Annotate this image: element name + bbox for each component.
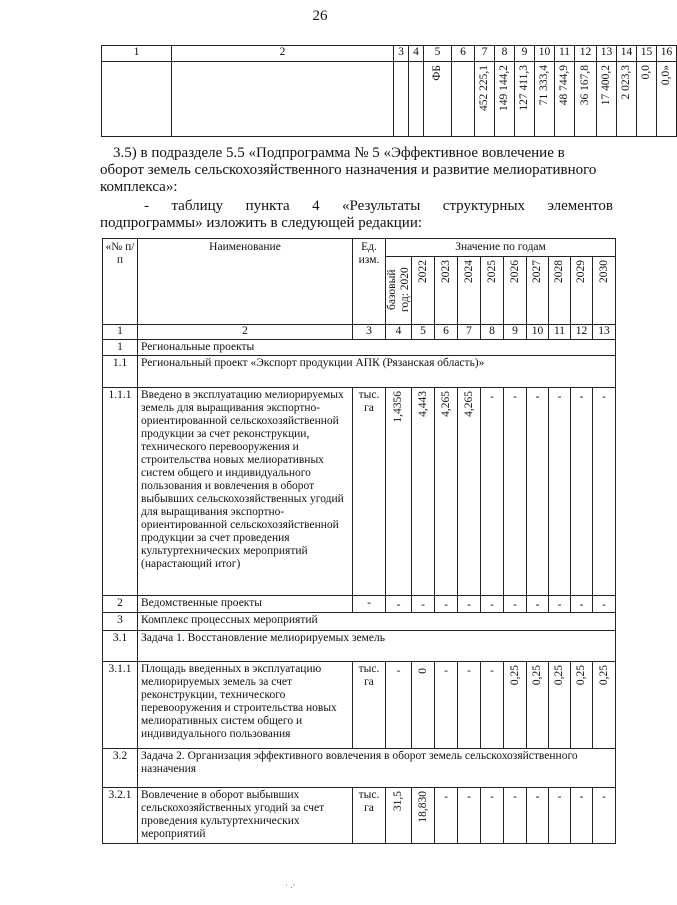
row-name: Площадь введенных в эксплуатацию мелиорируемых земель за счет реконструкции, технического перевооружения и строительства новых мелиоративных систем общего и индивидуального пользования	[138, 662, 353, 749]
table-row	[103, 788, 616, 844]
value-text: -	[579, 391, 584, 403]
value-cell	[527, 662, 549, 749]
colnum: 3	[353, 325, 386, 340]
value-cell	[458, 596, 481, 613]
value-text: 0,25	[597, 665, 610, 686]
top-col-2: 2	[172, 46, 394, 62]
value-text: 2 023,3	[620, 65, 632, 100]
year-cell	[458, 257, 481, 325]
value-cell	[386, 788, 412, 844]
value-text: -	[602, 391, 606, 403]
value-cell	[458, 662, 481, 749]
row-name: Задача 2. Организация эффективного вовлечения в оборот земель сельскохозяйственного назначения	[138, 749, 616, 788]
year-label: 2030	[597, 260, 610, 283]
top-cell-source	[424, 62, 452, 137]
year-cell	[593, 257, 616, 325]
year-label: 2023	[439, 260, 452, 283]
value-text: 0,25	[508, 665, 521, 686]
row-unit: тыс. га	[353, 388, 386, 596]
value-text: 0,25	[553, 665, 565, 686]
value-text: 4,443	[416, 391, 429, 417]
results-table-body	[103, 340, 616, 844]
value-text: -	[513, 791, 517, 803]
value-cell	[412, 788, 435, 844]
value-cell	[386, 596, 412, 613]
top-col-12: 12	[575, 46, 597, 62]
colnum: 13	[593, 325, 616, 340]
top-col-11: 11	[555, 46, 575, 62]
top-col-3: 3	[394, 46, 409, 62]
value-text: -	[490, 791, 494, 803]
top-cell-value	[597, 62, 617, 137]
value-text: 4,265	[439, 391, 452, 417]
value-text: -	[396, 599, 401, 611]
colnum: 12	[571, 325, 593, 340]
instruction-word: структурных	[442, 198, 526, 214]
colnum: 11	[549, 325, 571, 340]
colnum: 5	[412, 325, 435, 340]
top-col-14: 14	[617, 46, 637, 62]
value-cell	[481, 596, 504, 613]
row-number: 3.1	[103, 631, 138, 662]
value-text: -	[467, 791, 471, 803]
value-text: 0,25	[531, 665, 543, 686]
value-text: -	[602, 599, 606, 611]
colnum: 9	[504, 325, 527, 340]
top-table-header-row	[102, 46, 677, 62]
value-text: -	[557, 391, 562, 403]
top-col-4: 4	[409, 46, 424, 62]
top-cell-value	[617, 62, 637, 137]
head-unit: Ед. изм.	[353, 239, 386, 325]
value-cell	[435, 596, 458, 613]
value-cell	[593, 788, 616, 844]
table-row	[103, 662, 616, 749]
colnum: 4	[386, 325, 412, 340]
scan-mark: · .·	[285, 880, 296, 890]
value-cell	[412, 388, 435, 596]
value-text: 0,25	[575, 665, 587, 686]
instruction-word: таблицу	[171, 198, 224, 214]
top-cell-value	[657, 62, 677, 137]
value-text: -	[490, 599, 494, 611]
value-cell	[527, 388, 549, 596]
value-text: 452 225,1	[478, 65, 490, 111]
top-col-7: 7	[475, 46, 495, 62]
value-text: 149 144,2	[498, 65, 510, 111]
top-col-5: 5	[424, 46, 452, 62]
top-cell-value	[555, 62, 575, 137]
results-table	[102, 238, 616, 844]
row-name: Вовлечение в оборот выбывших сельскохозяйственных угодий за счет проведения культуртехнических мероприятий	[138, 788, 353, 844]
row-number: 3	[103, 613, 138, 631]
table-row	[103, 749, 616, 788]
top-cell-empty-2	[172, 62, 394, 137]
value-cell	[571, 388, 593, 596]
top-cell-value	[475, 62, 495, 137]
year-label: 2024	[462, 260, 475, 283]
value-text: 4,265	[462, 391, 475, 417]
value-cell	[435, 662, 458, 749]
value-cell	[549, 596, 571, 613]
value-cell	[527, 596, 549, 613]
top-table	[101, 45, 677, 137]
value-text: -	[444, 791, 448, 803]
value-text: 0	[416, 668, 429, 674]
value-cell	[593, 596, 616, 613]
instruction-word: элементов	[547, 198, 613, 214]
year-label: 2027	[531, 260, 543, 283]
top-cell-empty-4	[409, 62, 424, 137]
instruction-word: 4	[312, 198, 320, 214]
value-text: -	[535, 791, 540, 803]
value-text: 0,0	[640, 65, 652, 80]
year-label: 2022	[416, 260, 429, 283]
head-num: «№ п/п	[103, 239, 138, 325]
value-text: 127 411,3	[518, 65, 530, 111]
top-cell-value	[535, 62, 555, 137]
value-cell	[435, 788, 458, 844]
value-cell	[481, 788, 504, 844]
value-text: -	[421, 599, 425, 611]
value-cell	[386, 388, 412, 596]
value-cell	[504, 388, 527, 596]
year-cell	[549, 257, 571, 325]
value-text: 36 167,8	[579, 65, 591, 106]
row-unit: тыс. га	[353, 788, 386, 844]
value-text: -	[396, 665, 401, 677]
top-col-1: 1	[102, 46, 172, 62]
value-text: -	[579, 599, 584, 611]
value-cell	[435, 388, 458, 596]
colnum: 10	[527, 325, 549, 340]
top-cell-value	[515, 62, 535, 137]
value-text: 18,830	[416, 791, 429, 823]
instruction-line-2: подпрограммы» изложить в следующей редакции:	[100, 215, 423, 231]
value-text: 71 333,4	[538, 65, 550, 106]
year-label: 2026	[508, 260, 521, 283]
value-cell	[412, 596, 435, 613]
value-cell	[593, 662, 616, 749]
row-number: 2	[103, 596, 138, 613]
year-cell	[571, 257, 593, 325]
value-cell	[571, 662, 593, 749]
top-col-10: 10	[535, 46, 555, 62]
top-col-8: 8	[495, 46, 515, 62]
header-row-1	[103, 239, 616, 257]
value-cell	[481, 388, 504, 596]
paragraph-3-5	[100, 145, 613, 196]
row-unit: -	[353, 596, 386, 613]
value-text: -	[490, 391, 494, 403]
row-name: Ведомственные проекты	[138, 596, 353, 613]
value-cell	[504, 596, 527, 613]
year-cell	[527, 257, 549, 325]
value-cell	[481, 662, 504, 749]
colnum: 1	[103, 325, 138, 340]
paragraph-line-3: комплекса»:	[100, 179, 178, 195]
year-cell	[504, 257, 527, 325]
value-text: 1,4356	[392, 391, 404, 423]
paragraph-line-1: 3.5) в подразделе 5.5 «Подпрограмма № 5 «Эффективное вовлечение в	[113, 145, 565, 161]
value-cell	[458, 388, 481, 596]
year-label: базовый год: 2020	[386, 267, 411, 313]
value-text: -	[602, 791, 606, 803]
top-col-13: 13	[597, 46, 617, 62]
paragraph-line-2: оборот земель сельскохозяйственного назначения и развитие мелиоративного	[100, 162, 597, 178]
value-cell	[549, 388, 571, 596]
top-col-15: 15	[637, 46, 657, 62]
row-number: 3.1.1	[103, 662, 138, 749]
top-cell-empty-1	[102, 62, 172, 137]
row-name: Введено в эксплуатацию мелиорируемых земель для выращивания экспортно-ориентированной сельскохозяйственной продукции за счет реконструкции, технического перевооружения и строительства новых мелиоративных систем общего и индивидуального пользования и вовлечения в оборот выбывших сельскохозяйственных угодий для выращивания экспортно-ориентированной сельскохозяйственной продукции за счет проведения культуртехнических мероприятий (нарастающий итог)	[138, 388, 353, 596]
column-number-row	[103, 325, 616, 340]
value-text: -	[467, 599, 471, 611]
value-cell	[458, 788, 481, 844]
value-text: -	[579, 791, 584, 803]
top-col-6: 6	[452, 46, 475, 62]
value-cell	[593, 388, 616, 596]
year-label: 2028	[553, 260, 565, 283]
value-text: -	[467, 665, 471, 677]
row-number: 1	[103, 340, 138, 356]
value-text: -	[513, 599, 517, 611]
colnum: 6	[435, 325, 458, 340]
row-name: Региональные проекты	[138, 340, 616, 356]
paragraph-table-instruction	[100, 198, 613, 232]
head-values-by-year: Значение по годам	[386, 239, 616, 257]
table-row	[103, 388, 616, 596]
table-row	[103, 631, 616, 662]
value-text: 0,0»	[660, 65, 672, 86]
value-cell	[386, 662, 412, 749]
year-cell	[481, 257, 504, 325]
value-text: 31,5	[392, 791, 404, 812]
table-row	[103, 340, 616, 356]
top-cell-empty-6	[452, 62, 475, 137]
colnum: 8	[481, 325, 504, 340]
top-col-9: 9	[515, 46, 535, 62]
value-text: 17 400,2	[600, 65, 612, 106]
table-row	[103, 613, 616, 631]
value-text: -	[444, 665, 448, 677]
year-cell	[412, 257, 435, 325]
table-row	[103, 596, 616, 613]
year-label: 2025	[485, 260, 498, 283]
value-text: -	[557, 791, 562, 803]
value-text: -	[535, 599, 540, 611]
row-number: 3.2	[103, 749, 138, 788]
instruction-word: -	[144, 198, 149, 214]
row-number: 3.2.1	[103, 788, 138, 844]
instruction-line-1	[100, 198, 613, 215]
value-text: -	[557, 599, 562, 611]
year-cell	[435, 257, 458, 325]
year-label: 2029	[575, 260, 587, 283]
value-text: -	[490, 665, 494, 677]
row-name: Региональный проект «Экспорт продукции АПК (Рязанская область)»	[138, 356, 616, 388]
value-cell	[571, 788, 593, 844]
value-text: -	[535, 391, 540, 403]
table-row	[103, 356, 616, 388]
instruction-word: пункта	[245, 198, 290, 214]
top-table-data-row	[102, 62, 677, 137]
value-cell	[571, 596, 593, 613]
value-cell	[527, 788, 549, 844]
instruction-word: «Результаты	[342, 198, 421, 214]
top-cell-value	[575, 62, 597, 137]
value-text: 48 744,9	[558, 65, 570, 106]
value-cell	[549, 662, 571, 749]
top-cell-value	[637, 62, 657, 137]
source-label: ФБ	[431, 65, 443, 81]
page-number: 26	[312, 8, 328, 24]
top-cell-empty-3	[394, 62, 409, 137]
colnum: 2	[138, 325, 353, 340]
value-cell	[504, 662, 527, 749]
row-unit: тыс. га	[353, 662, 386, 749]
value-cell	[504, 788, 527, 844]
row-name: Задача 1. Восстановление мелиорируемых земель	[138, 631, 616, 662]
value-cell	[549, 788, 571, 844]
top-cell-value	[495, 62, 515, 137]
row-name: Комплекс процессных мероприятий	[138, 613, 616, 631]
top-col-16: 16	[657, 46, 677, 62]
colnum: 7	[458, 325, 481, 340]
row-number: 1.1.1	[103, 388, 138, 596]
value-cell	[412, 662, 435, 749]
year-base	[386, 257, 412, 325]
head-name: Наименование	[138, 239, 353, 325]
value-text: -	[444, 599, 448, 611]
row-number: 1.1	[103, 356, 138, 388]
value-text: -	[513, 391, 517, 403]
